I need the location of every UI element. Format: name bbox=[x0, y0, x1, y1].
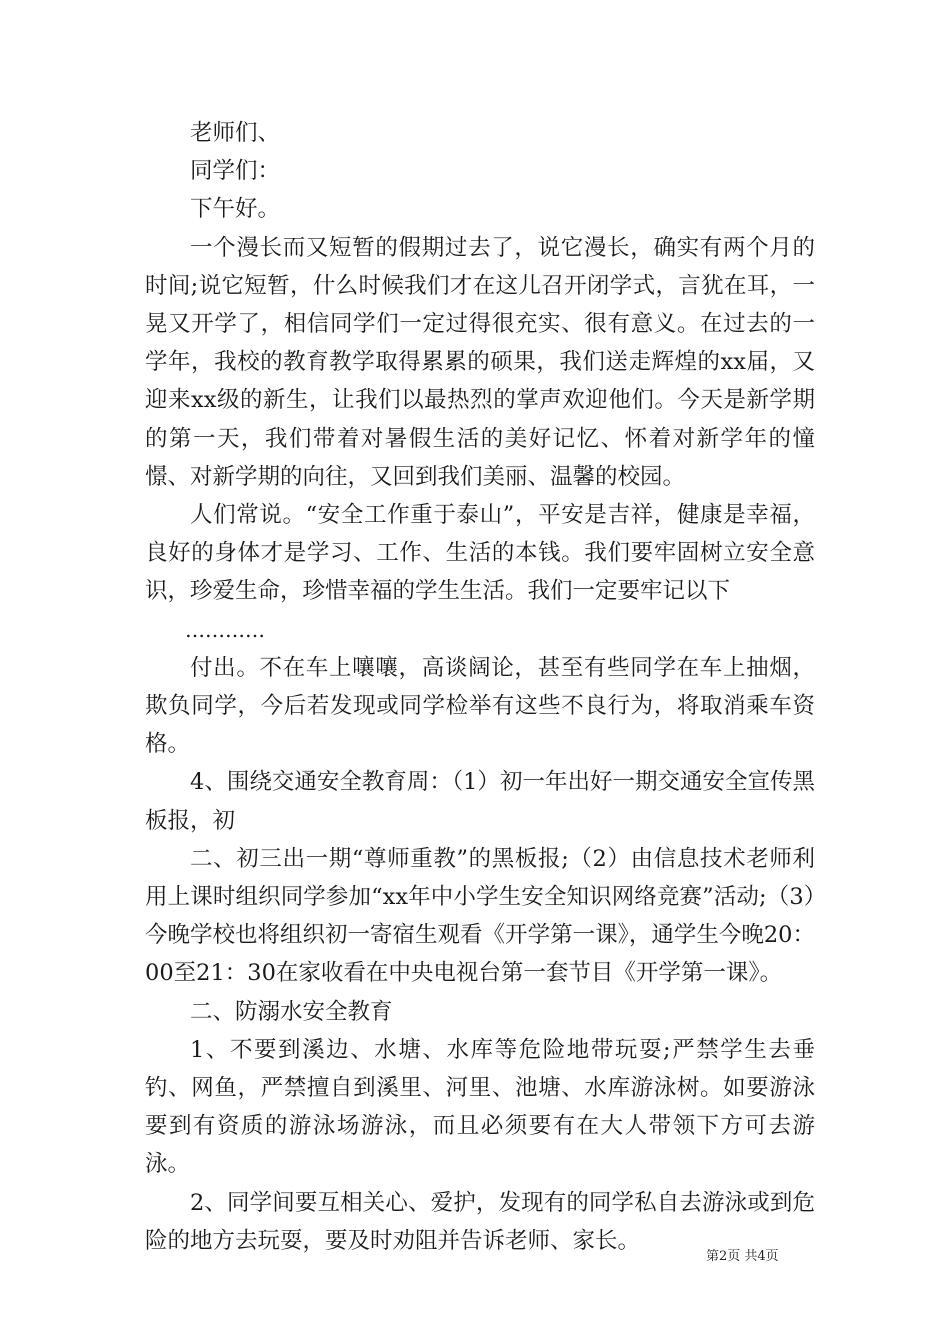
greeting: 下午好。 bbox=[190, 196, 281, 223]
paragraph-blackboard-contest: 二、初三出一期“尊师重教”的黑板报;（2）由信息技术老师利用上课时组织同学参加“xx年中小学生安全知识网络竞赛”活动;（3）今晚学校也将组织初一寄宿生观看《开学第一课》，通学生今晚20：00至21：30在家收看在中央电视台第一套节目《开学第一课》。 bbox=[145, 845, 815, 987]
paragraph-drowning-rule-2: 2、同学间要互相关心、爱护，发现有的同学私自去游泳或到危险的地方去玩耍，要及时劝阻并告诉老师、家长。 bbox=[145, 1189, 815, 1254]
paragraph-safety-intro: 人们常说。“安全工作重于泰山”，平安是吉祥，健康是幸福，良好的身体才是学习、工作、生活的本钱。我们要牢固树立安全意识，珍爱生命，珍惜幸福的学生生活。我们一定要牢记以下 bbox=[145, 502, 815, 605]
ellipsis-separator: ………… bbox=[185, 617, 265, 642]
paragraph-traffic-week: 4、围绕交通安全教育周：（1）初一年出好一期交通安全宣传黑板报，初 bbox=[145, 769, 815, 834]
paragraph-drowning-rule-1: 1、不要到溪边、水塘、水库等危险地带玩耍;严禁学生去垂钓、网鱼，严禁擅自到溪里、河里、池塘、水库游泳树。如要游泳要到有资质的游泳场游泳，而且必须要有在大人带领下方可去游泳。 bbox=[145, 1036, 815, 1178]
page-number-footer: 第2页 共4页 bbox=[706, 1249, 779, 1264]
section-heading-drowning: 二、防溺水安全教育 bbox=[190, 998, 393, 1025]
paragraph-bus-rules: 付出。不在车上嚷嚷，高谈阔论，甚至有些同学在车上抽烟，欺负同学，今后若发现或同学检举有这些不良行为，将取消乘车资格。 bbox=[145, 654, 815, 758]
salutation-students: 同学们： bbox=[190, 158, 281, 185]
document-body bbox=[145, 114, 815, 1260]
paragraph-opening: 一个漫长而又短暂的假期过去了，说它漫长，确实有两个月的时间;说它短暂，什么时候我们才在这儿召开闭学式，言犹在耳，一晃又开学了，相信同学们一定过得很充实、很有意义。在过去的一学年，我校的教育教学取得累累的硕果，我们送走辉煌的xx届，又迎来xx级的新生，让我们以最热烈的掌声欢迎他们。今天是新学期的第一天，我们带着对暑假生活的美好记忆、怀着对新学年的憧憬、对新学期的向往，又回到我们美丽、温馨的校园。 bbox=[145, 234, 815, 490]
salutation-teachers: 老师们、 bbox=[190, 120, 281, 146]
